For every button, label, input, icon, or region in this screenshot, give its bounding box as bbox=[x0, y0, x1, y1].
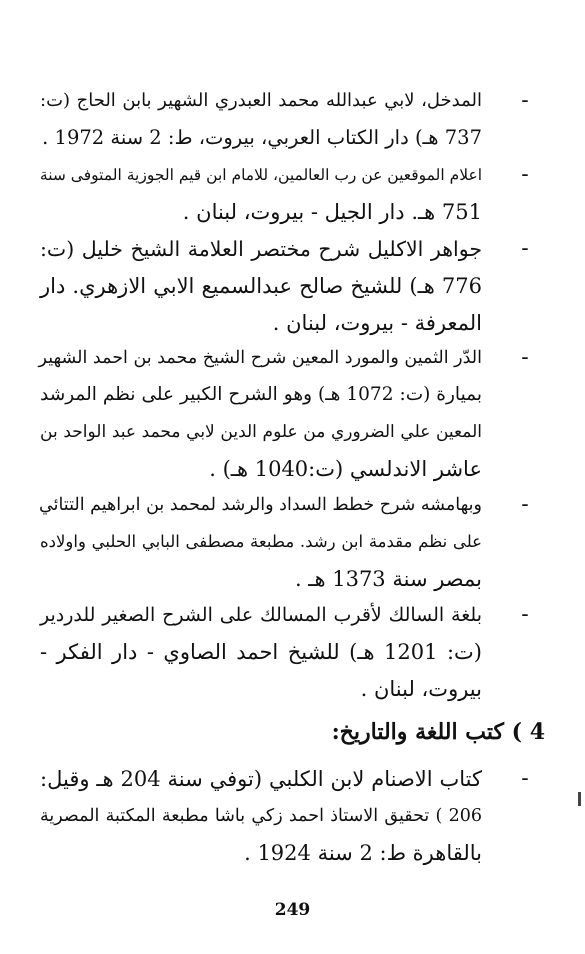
entry-line: (ت: 1201 هـ) للشيخ احمد الصاوي - دار الفكر - bbox=[40, 640, 482, 664]
entry-line: على نظم مقدمة ابن رشد. مطبعة مصطفى البابي الحلبي واولاده bbox=[40, 532, 482, 551]
entry-line: الدّر الثمين والمورد المعين شرح الشيخ محمد بن احمد الشهير bbox=[38, 348, 482, 368]
entry-bullet: - bbox=[521, 602, 529, 627]
entry-line: وبهامشه شرح خطط السداد والرشد لمحمد بن ابراهيم التتائي bbox=[39, 495, 482, 515]
entry-bullet: - bbox=[521, 88, 529, 113]
margin-mark bbox=[578, 792, 581, 806]
entry-line: المعرفة - بيروت، لبنان . bbox=[272, 311, 482, 335]
entry-line: المعين علي الضروري من علوم الدين لابي محمد عبد الواحد بن bbox=[40, 422, 482, 442]
entry-bullet: - bbox=[521, 766, 529, 791]
entry-line: 751 هـ. دار الجيل - بيروت، لبنان . bbox=[182, 200, 482, 224]
entry-line: بيروت، لبنان . bbox=[360, 677, 482, 701]
page-number: 249 bbox=[274, 900, 311, 920]
entry-line: 776 هـ) للشيخ صالح عبدالسميع الابي الازهري. دار bbox=[40, 274, 482, 298]
entry-line: المدخل، لابي عبدالله محمد العبدري الشهير بابن الحاج (ت: bbox=[40, 90, 482, 111]
entry-line: 206 ) تحقيق الاستاذ احمد زكي باشا مطبعة المكتبة المصرية bbox=[40, 806, 482, 826]
section-heading: 4 ) كتب اللغة والتاريخ: bbox=[331, 719, 545, 745]
entry-line: بميارة (ت: 1072 هـ) وهو الشرح الكبير على نظم المرشد bbox=[40, 384, 482, 405]
entry-line: بلغة السالك لأقرب المسالك على الشرح الصغير للدردير bbox=[40, 604, 482, 626]
entry-bullet: - bbox=[521, 236, 529, 261]
entry-bullet: - bbox=[521, 162, 529, 187]
entry-bullet: - bbox=[521, 492, 529, 517]
entry-line: عاشر الاندلسي (ت:1040 هـ) . bbox=[209, 457, 482, 481]
entry-line: 737 هـ) دار الكتاب العربي، بيروت، ط: 2 سنة 1972 . bbox=[42, 126, 482, 149]
entry-line: بالقاهرة ط: 2 سنة 1924 . bbox=[244, 841, 482, 865]
entry-line: اعلام الموقعين عن رب العالمين، للامام ابن قيم الجوزية المتوفى سنة bbox=[39, 166, 482, 184]
entry-bullet: - bbox=[521, 345, 529, 370]
entry-line: جواهر الاكليل شرح مختصر العلامة الشيخ خليل (ت: bbox=[40, 237, 482, 261]
entry-line: كتاب الاصنام لابن الكلبي (توفي سنة 204 هـ وقيل: bbox=[40, 767, 483, 791]
entry-line: بمصر سنة 1373 هـ . bbox=[294, 567, 482, 591]
